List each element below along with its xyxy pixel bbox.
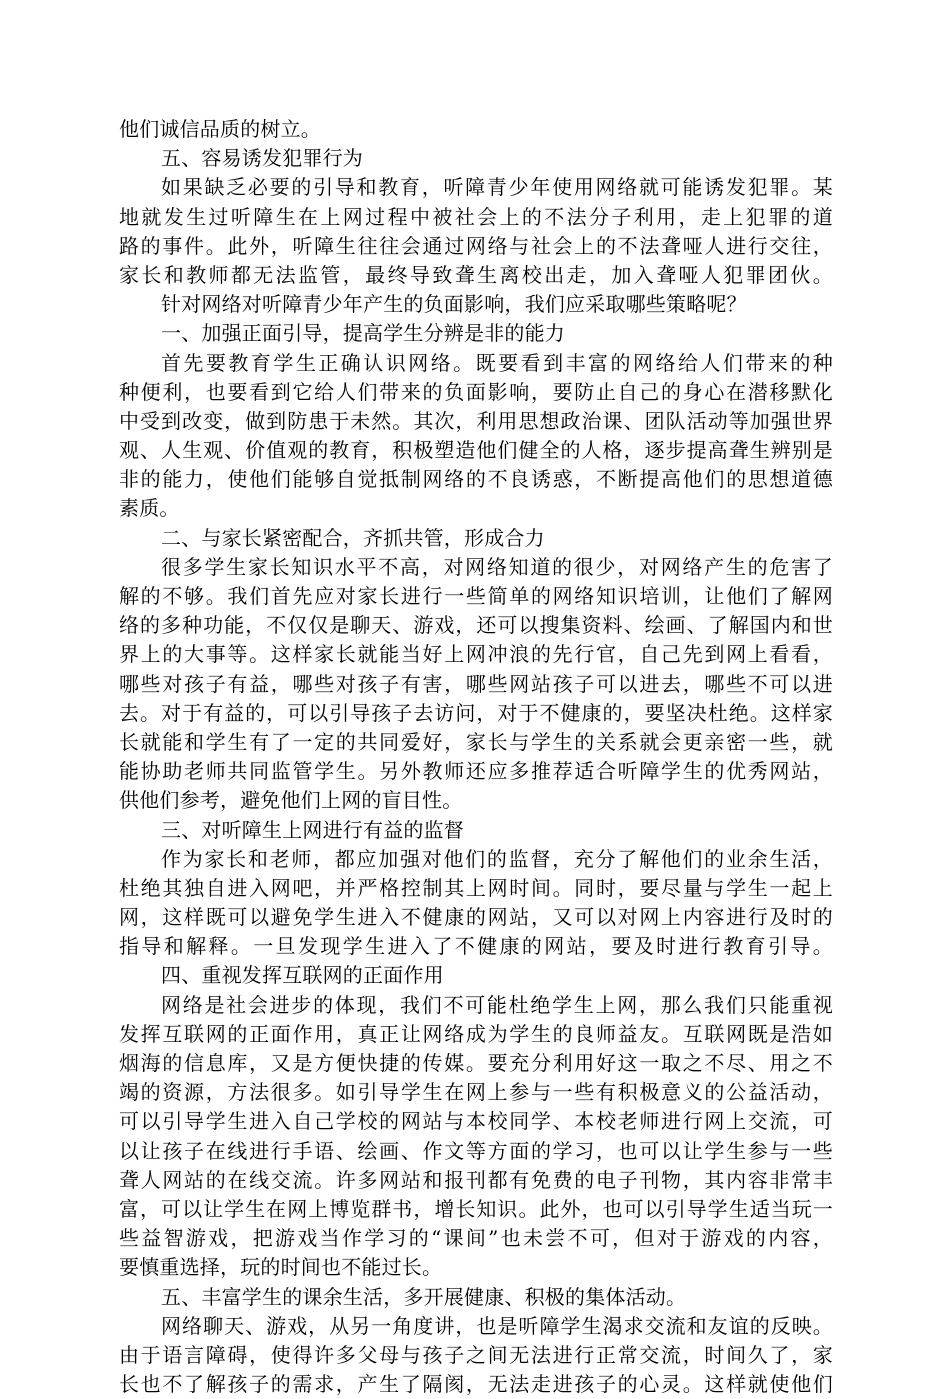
- text-line: 种便利，也要看到它给人们带来的负面影响，要防止自己的身心在潜移默化: [119, 379, 833, 404]
- text-line: 二、与家长紧密配合，齐抓共管，形成合力: [161, 525, 545, 550]
- text-line: 网，这样既可以避免学生进入不健康的网站，又可以对网上内容进行及时的: [119, 905, 833, 930]
- text-line: 他们诚信品质的树立。: [119, 117, 321, 141]
- text-line: 供他们参考，避免他们上网的盲目性。: [119, 788, 463, 813]
- text-line: 首先要教育学生正确认识网络。既要看到丰富的网络给人们带来的种: [161, 350, 833, 375]
- text-line: 去。对于有益的，可以引导孩子去访问，对于不健康的，要坚决杜绝。这样家: [119, 700, 833, 725]
- text-line: 针对网络对听障青少年产生的负面影响，我们应采取哪些策略呢？: [161, 292, 747, 317]
- text-line: 五、容易诱发犯罪行为: [161, 146, 363, 171]
- text-line: 如果缺乏必要的引导和教育，听障青少年使用网络就可能诱发犯罪。某: [161, 175, 833, 200]
- text-line: 竭的资源，方法很多。如引导学生在网上参与一些有积极意义的公益活动，: [119, 1080, 833, 1105]
- text-line: 络的多种功能，不仅仅是聊天、游戏，还可以搜集资料、绘画、了解国内和世: [119, 613, 833, 638]
- text-line: 杜绝其独自进入网吧，并严格控制其上网时间。同时，要尽量与学生一起上: [119, 875, 833, 900]
- text-line: 网络聊天、游戏，从另一角度讲，也是听障学生渴求交流和友谊的反映。: [161, 1313, 833, 1338]
- text-line: 网络是社会进步的体现，我们不可能杜绝学生上网，那么我们只能重视: [161, 992, 833, 1017]
- text-line: 长就能和学生有了一定的共同爱好，家长与学生的关系就会更亲密一些，就: [119, 729, 833, 754]
- text-line: 由于语言障碍，使得许多父母与孩子之间无法进行正常交流，时间久了，家: [119, 1342, 833, 1367]
- text-line: 观、人生观、价值观的教育，积极塑造他们健全的人格，逐步提高聋生辨别是: [119, 438, 833, 463]
- text-line: 哪些对孩子有益，哪些对孩子有害，哪些网站孩子可以进去，哪些不可以进: [119, 671, 833, 696]
- text-line: 要慎重选择，玩的时间也不能过长。: [119, 1255, 443, 1280]
- text-line: 素质。: [119, 496, 180, 521]
- text-line: 作为家长和老师，都应加强对他们的监督，充分了解他们的业余生活，: [161, 846, 833, 871]
- text-line: 富，可以让学生在网上博览群书，增长知识。此外，也可以引导学生适当玩一: [119, 1196, 833, 1221]
- text-line: 家长和教师都无法监管，最终导致聋生离校出走，加入聋哑人犯罪团伙。: [119, 262, 833, 287]
- text-line: 路的事件。此外，听障生往往会通过网络与社会上的不法聋哑人进行交往，: [119, 233, 833, 258]
- document-page: [119, 115, 833, 1399]
- text-line: 指导和解释。一旦发现学生进入了不健康的网站，要及时进行教育引导。: [119, 934, 833, 959]
- text-line: 非的能力，使他们能够自觉抵制网络的不良诱惑，不断提高他们的思想道德: [119, 467, 833, 492]
- text-line: 四、重视发挥互联网的正面作用: [161, 963, 444, 988]
- text-line: 长也不了解孩子的需求，产生了隔阂，无法走进孩子的心灵。这样就使他们: [119, 1372, 833, 1397]
- text-line: 很多学生家长知识水平不高，对网络知道的很少，对网络产生的危害了: [161, 554, 833, 579]
- text-line: 些益智游戏，把游戏当作学习的“课间”也未尝不可，但对于游戏的内容，: [119, 1226, 833, 1251]
- text-line: 发挥互联网的正面作用，真正让网络成为学生的良师益友。互联网既是浩如: [119, 1021, 833, 1046]
- text-line: 解的不够。我们首先应对家长进行一些简单的网络知识培训，让他们了解网: [119, 584, 833, 608]
- text-line: 五、丰富学生的课余生活，多开展健康、积极的集体活动。: [161, 1284, 687, 1309]
- text-line: 烟海的信息库，又是方便快捷的传媒。要充分利用好这一取之不尽、用之不: [119, 1051, 833, 1075]
- text-line: 中受到改变，做到防患于未然。其次，利用思想政治课、团队活动等加强世界: [119, 408, 833, 433]
- text-line: 一、加强正面引导，提高学生分辨是非的能力: [161, 321, 565, 346]
- text-line: 聋人网站的在线交流。许多网站和报刊都有免费的电子刊物，其内容非常丰: [119, 1167, 833, 1192]
- text-line: 以让孩子在线进行手语、绘画、作文等方面的学习，也可以让学生参与一些: [119, 1138, 833, 1163]
- text-line: 可以引导学生进入自己学校的网站与本校同学、本校老师进行网上交流，可: [119, 1109, 833, 1134]
- text-line: 三、对听障生上网进行有益的监督: [161, 817, 464, 842]
- text-line: 能协助老师共同监管学生。另外教师还应多推荐适合听障学生的优秀网站，: [119, 759, 833, 784]
- text-line: 地就发生过听障生在上网过程中被社会上的不法分子利用，走上犯罪的道: [119, 204, 833, 229]
- text-line: 界上的大事等。这样家长就能当好上网冲浪的先行官，自己先到网上看看，: [119, 642, 833, 667]
